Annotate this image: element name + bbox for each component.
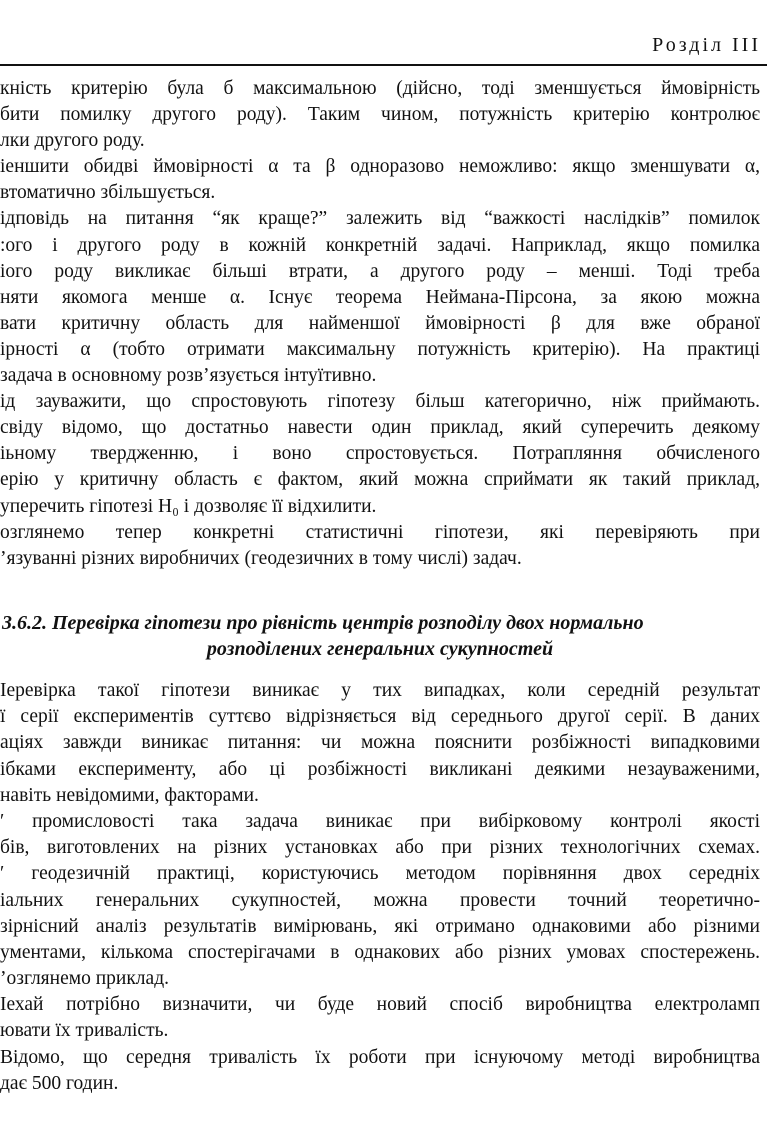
paragraph-block-1 (0, 76, 760, 572)
text-line: ′ геодезичній практиці, користуючись методом порівняння двох середніх (0, 863, 760, 885)
header-rule (0, 64, 767, 66)
text-line: дає 500 годин. (0, 1072, 119, 1094)
text-line: ідповідь на питання “як краще?” залежить від “важкості наслідків” помилок (0, 208, 760, 230)
text-line: лки другого роду. (0, 130, 145, 152)
running-header: Розділ III (652, 34, 761, 56)
text-line: уперечить гіпотезі H₀ і дозволяє її відхилити. (0, 495, 377, 517)
text-line: ї серії експериментів суттєво відрізняється від середнього другої серії. В даних (0, 706, 760, 728)
section-heading-line-2: розподілених генеральних сукупностей (206, 638, 554, 660)
text-line: ерію у критичну область є фактом, який можна сприймати як такий приклад, (0, 469, 760, 491)
text-line: іьному твердженню, і воно спростовується. Потрапляння обчисленого (0, 443, 760, 465)
text-line: іальних генеральних сукупностей, можна провести точний теоретично- (0, 889, 760, 911)
text-line: іого роду викликає більші втрати, а другого роду – менші. Тоді треба (0, 260, 760, 282)
text-line: Відомо, що середня тривалість їх роботи при існуючому методі виробництва (0, 1046, 760, 1068)
text-line: аціях завжди виникає питання: чи можна пояснити розбіжності випадковими (0, 732, 760, 754)
text-line: навіть невідомими, факторами. (0, 784, 259, 806)
section-heading (0, 610, 760, 662)
text-line: ’озглянемо приклад. (0, 968, 169, 990)
text-line: задача в основному розв’язується інтуїтивно. (0, 365, 377, 387)
text-line: ументами, кількома спостерігачами в однакових або різних умовах спостережень. (0, 941, 760, 963)
text-line: ’язуванні різних виробничих (геодезичних в тому числі) задач. (0, 547, 522, 569)
text-line: свіду відомо, що достатньо навести один приклад, який суперечить деякому (0, 417, 760, 439)
text-line: Іехай потрібно визначити, чи буде новий спосіб виробництва електроламп (0, 994, 760, 1016)
text-line: бити помилку другого роду). Таким чином, потужність критерію контролює (0, 104, 760, 126)
text-line: зірнісний аналіз результатів вимірювань, які отримано однаковими або різними (0, 915, 760, 937)
text-line: ібками експерименту, або ці розбіжності викликані деякими незауваженими, (0, 758, 760, 780)
text-line: іеншити обидві ймовірності α та β одноразово неможливо: якщо зменшувати α, (0, 156, 760, 178)
text-line: бів, виготовлених на різних установках або при різних технологічних схемах. (0, 837, 760, 859)
paragraph-block-2 (0, 678, 760, 1097)
text-line: ід зауважити, що спростовують гіпотезу більш категорично, ніж приймають. (0, 391, 760, 413)
text-line: втоматично збільшується. (0, 182, 216, 204)
text-line: кність критерію була б максимальною (дійсно, тоді зменшується ймовірність (0, 78, 760, 99)
section-heading-line-1: 3.6.2. Перевірка гіпотези про рівність центрів розподілу двох нормально (2, 612, 644, 634)
text-line: вати критичну область для найменшої ймовірності β для вже обраної (0, 312, 760, 334)
text-line: ювати їх тривалість. (0, 1020, 169, 1042)
text-line: няти якомога менше α. Існує теорема Неймана-Пірсона, за якою можна (0, 286, 760, 308)
text-line: ірності α (тобто отримати максимальну потужність критерію). На практиці (0, 338, 760, 360)
text-line: ′ промисловості така задача виникає при вибірковому контролі якості (0, 810, 760, 832)
text-line: озглянемо тепер конкретні статистичні гіпотези, які перевіряють при (0, 521, 760, 543)
text-line: :ого і другого роду в кожній конкретній задачі. Наприклад, якщо помилка (0, 234, 760, 256)
text-line: Іеревірка такої гіпотези виникає у тих випадках, коли середній результат (0, 680, 760, 701)
